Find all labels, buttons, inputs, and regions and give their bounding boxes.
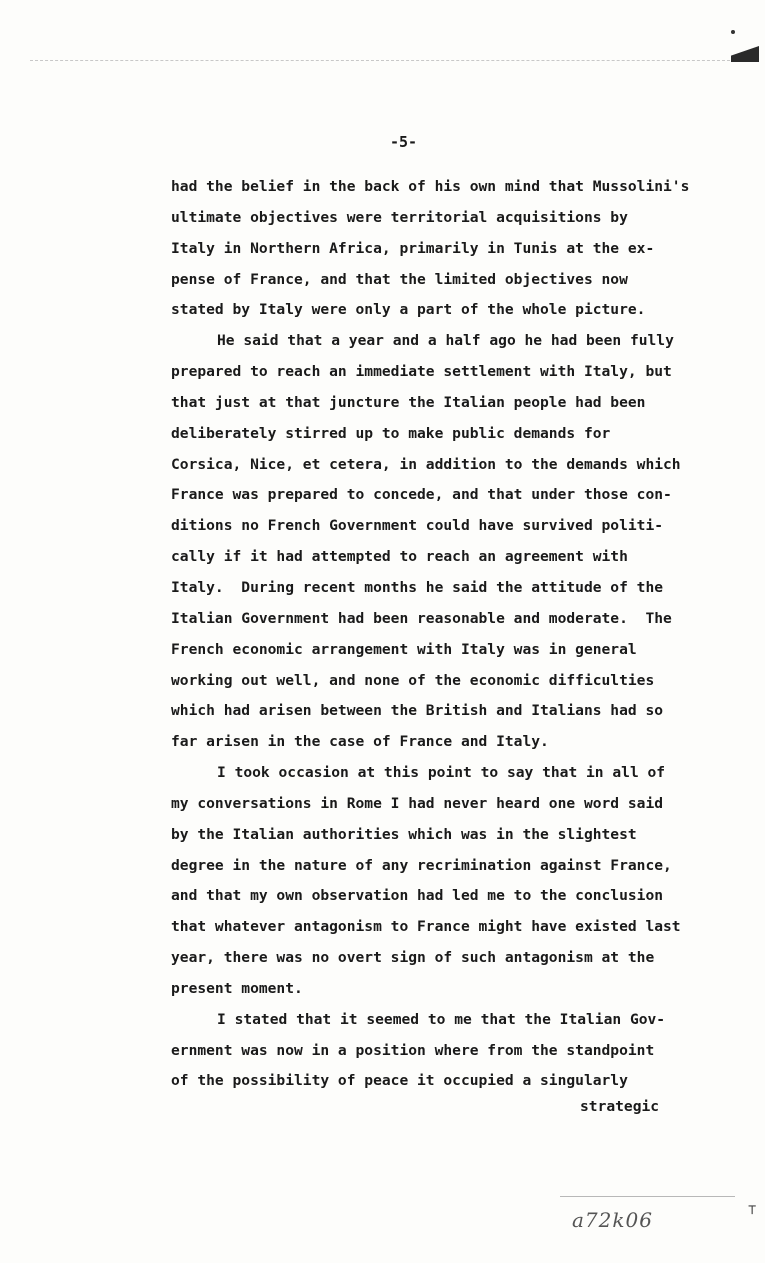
text-line: present moment. bbox=[171, 979, 303, 997]
text-line: far arisen in the case of France and Italy. bbox=[171, 733, 549, 751]
text-line: and that my own observation had led me to the conclusion bbox=[171, 887, 664, 905]
text-line: ernment was now in a position where from the standpoint bbox=[171, 1041, 655, 1059]
handwritten-document-code: a72k06 bbox=[572, 1208, 653, 1232]
text-line: France was prepared to concede, and that under those con- bbox=[171, 486, 672, 504]
text-line: cally if it had attempted to reach an agreement with bbox=[171, 548, 628, 566]
text-line: Italy. During recent months he said the attitude of the bbox=[171, 578, 664, 596]
text-line: pense of France, and that the limited objectives now bbox=[171, 270, 628, 288]
text-line: French economic arrangement with Italy was in general bbox=[171, 640, 637, 658]
text-line: year, there was no overt sign of such antagonism at the bbox=[171, 949, 655, 967]
text-line: working out well, and none of the economic difficulties bbox=[171, 671, 655, 689]
text-line: I took occasion at this point to say that in all of bbox=[217, 764, 666, 782]
text-line: Italy in Northern Africa, primarily in Tunis at the ex- bbox=[171, 239, 655, 257]
text-line: deliberately stirred up to make public demands for bbox=[171, 424, 611, 442]
text-line: by the Italian authorities which was in the slightest bbox=[171, 825, 637, 843]
scan-corner-mark bbox=[731, 46, 759, 62]
scan-dot-mark bbox=[731, 30, 735, 34]
text-line: I stated that it seemed to me that the Italian Gov- bbox=[217, 1010, 666, 1028]
text-line: degree in the nature of any recrimination against France, bbox=[171, 856, 672, 874]
catchword: strategic bbox=[580, 1098, 660, 1115]
top-divider bbox=[30, 60, 730, 61]
text-line: my conversations in Rome I had never heard one word said bbox=[171, 794, 664, 812]
text-line: stated by Italy were only a part of the whole picture. bbox=[171, 301, 646, 319]
text-line: ultimate objectives were territorial acquisitions by bbox=[171, 208, 628, 226]
text-line: that just at that juncture the Italian people had been bbox=[171, 393, 646, 411]
edge-mark: ⊤ bbox=[748, 1202, 757, 1218]
text-line: Italian Government had been reasonable and moderate. The bbox=[171, 609, 672, 627]
bottom-divider bbox=[560, 1196, 735, 1197]
text-line: prepared to reach an immediate settlement with Italy, but bbox=[171, 363, 672, 381]
text-line: of the possibility of peace it occupied a singularly bbox=[171, 1072, 628, 1090]
body-text bbox=[171, 172, 731, 1097]
text-line: ditions no French Government could have survived politi- bbox=[171, 517, 664, 535]
text-line: He said that a year and a half ago he had been fully bbox=[217, 332, 674, 350]
text-line: that whatever antagonism to France might have existed last bbox=[171, 918, 681, 936]
text-line: which had arisen between the British and Italians had so bbox=[171, 702, 664, 720]
text-line: Corsica, Nice, et cetera, in addition to the demands which bbox=[171, 455, 681, 473]
text-line: had the belief in the back of his own mind that Mussolini's bbox=[171, 178, 690, 195]
page-number: -5- bbox=[390, 133, 418, 151]
